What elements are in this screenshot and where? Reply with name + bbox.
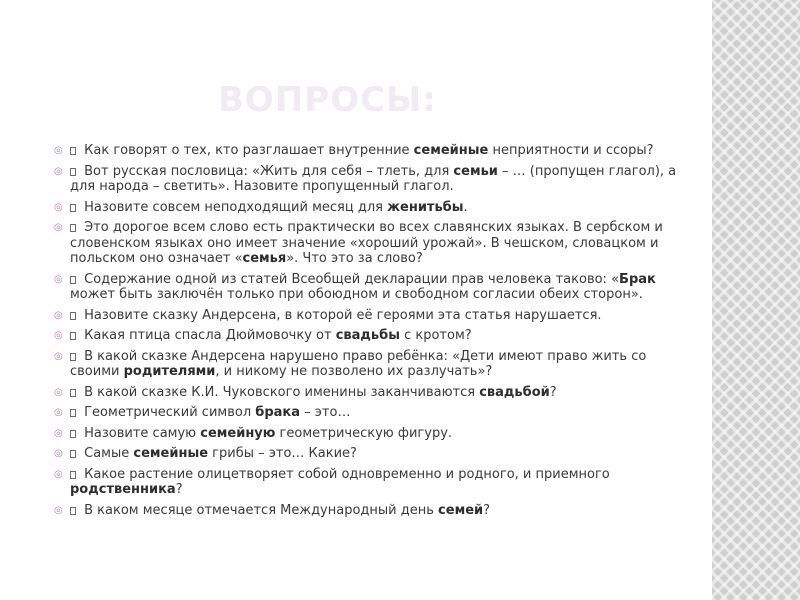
question-text-end: ? [483, 502, 491, 518]
question-text-end: ». Что это за слово? [286, 251, 423, 266]
question-item [54, 349, 694, 380]
question-text: Вот русская пословица: «Жить для себя – тлеть, для [80, 163, 454, 179]
question-keyword: семьи [453, 163, 498, 179]
checkbox-square-icon [70, 147, 76, 155]
question-text-end: может быть заключён только при обоюдном и свободном согласии обеих сторон». [70, 287, 643, 302]
slide-title: ВОПРОСЫ: [218, 80, 437, 120]
question-keyword: свадьбой [479, 384, 550, 400]
question-text-end: геометрическую фигуру. [275, 425, 453, 441]
question-item [54, 328, 694, 344]
checkbox-square-icon [70, 471, 76, 479]
bullet-icon: ◎ [54, 165, 63, 177]
question-keyword: родителями [123, 364, 216, 379]
question-keyword: семей [438, 502, 484, 518]
checkbox-square-icon [70, 204, 76, 212]
question-text-end: , и никому не позволено их разлучать»? [215, 364, 493, 379]
question-item [54, 446, 694, 462]
question-text-end: – … (пропущен глагол), а для народа – светить». Назовите пропущенный глагол. [70, 163, 677, 194]
question-text-end: неприятности и ссоры? [488, 143, 654, 158]
checkbox-square-icon [70, 224, 76, 232]
bullet-icon: ◎ [54, 448, 63, 459]
question-text: Назовите сказку Андерсена, в которой её героями эта статья нарушается. [80, 307, 602, 323]
question-text: В каком месяце отмечается Международный день [80, 502, 439, 518]
question-text: Какая птица спасла Дюймовочку от [80, 328, 336, 343]
question-text: Назовите самую [80, 425, 201, 441]
checkbox-square-icon [70, 312, 76, 320]
question-text-end: . [463, 199, 468, 215]
question-text: Это дорогое всем слово есть практически во всех славянских языках. В сербском и словенском языках оно имеет значение «хороший урожай». В чешском, словацком и польском оно означает « [70, 220, 663, 266]
question-keyword: семейные [133, 446, 209, 461]
question-keyword: родственника [70, 482, 176, 497]
bullet-icon: ◎ [54, 273, 63, 285]
question-keyword: семья [242, 251, 287, 266]
question-keyword: женитьбы [387, 199, 464, 215]
question-text-end: ? [549, 384, 557, 400]
question-text: В какой сказке К.И. Чуковского именины заканчиваются [80, 384, 480, 400]
question-text: Самые [80, 446, 134, 461]
bullet-icon: ◎ [54, 330, 63, 341]
question-text: Геометрический символ [80, 405, 256, 420]
checkbox-square-icon [70, 353, 76, 361]
question-keyword: свадьбы [335, 328, 400, 343]
question-item [54, 426, 694, 442]
question-text: Какое растение олицетворяет собой одновременно и родного, и приемного [80, 466, 610, 482]
decorative-stripe [712, 0, 800, 600]
question-text-end: грибы – это… Какие? [208, 446, 357, 461]
bullet-icon: ◎ [54, 427, 63, 439]
bullet-icon: ◎ [54, 309, 63, 321]
checkbox-square-icon [70, 276, 76, 284]
checkbox-square-icon [70, 409, 76, 417]
question-item [54, 200, 694, 216]
question-item [54, 385, 694, 401]
question-item [54, 220, 694, 267]
bullet-icon: ◎ [54, 350, 63, 362]
bullet-icon: ◎ [54, 504, 63, 516]
question-text-end: – это… [300, 405, 351, 420]
question-text: Содержание одной из статей Всеобщей декларации прав человека таково: « [80, 271, 620, 287]
checkbox-square-icon [70, 332, 76, 340]
checkbox-square-icon [70, 450, 76, 458]
question-text-end: с кротом? [399, 328, 472, 343]
checkbox-square-icon [70, 389, 76, 397]
question-item [54, 143, 694, 159]
bullet-icon: ◎ [54, 407, 63, 418]
checkbox-square-icon [70, 168, 76, 176]
question-item [54, 164, 694, 195]
question-item [54, 503, 694, 519]
bullet-icon: ◎ [54, 222, 63, 233]
question-item [54, 405, 694, 421]
bullet-icon: ◎ [54, 145, 63, 156]
checkbox-square-icon [70, 507, 76, 515]
question-keyword: брака [255, 405, 301, 420]
bullet-icon: ◎ [54, 386, 63, 398]
question-text-end: ? [175, 482, 183, 497]
question-keyword: семейную [200, 425, 276, 441]
checkbox-square-icon [70, 430, 76, 438]
question-keyword: семейные [413, 143, 489, 158]
question-item [54, 308, 694, 324]
bullet-icon: ◎ [54, 201, 63, 213]
question-text: Как говорят о тех, кто разглашает внутренние [80, 143, 414, 158]
question-item [54, 272, 694, 303]
question-text: Назовите совсем неподходящий месяц для [80, 199, 388, 215]
question-list [54, 143, 694, 523]
bullet-icon: ◎ [54, 468, 63, 480]
question-item [54, 467, 694, 498]
question-text: В какой сказке Андерсена нарушено право ребёнка: «Дети имеют право жить со своими [70, 348, 647, 379]
question-keyword: Брак [619, 271, 656, 287]
